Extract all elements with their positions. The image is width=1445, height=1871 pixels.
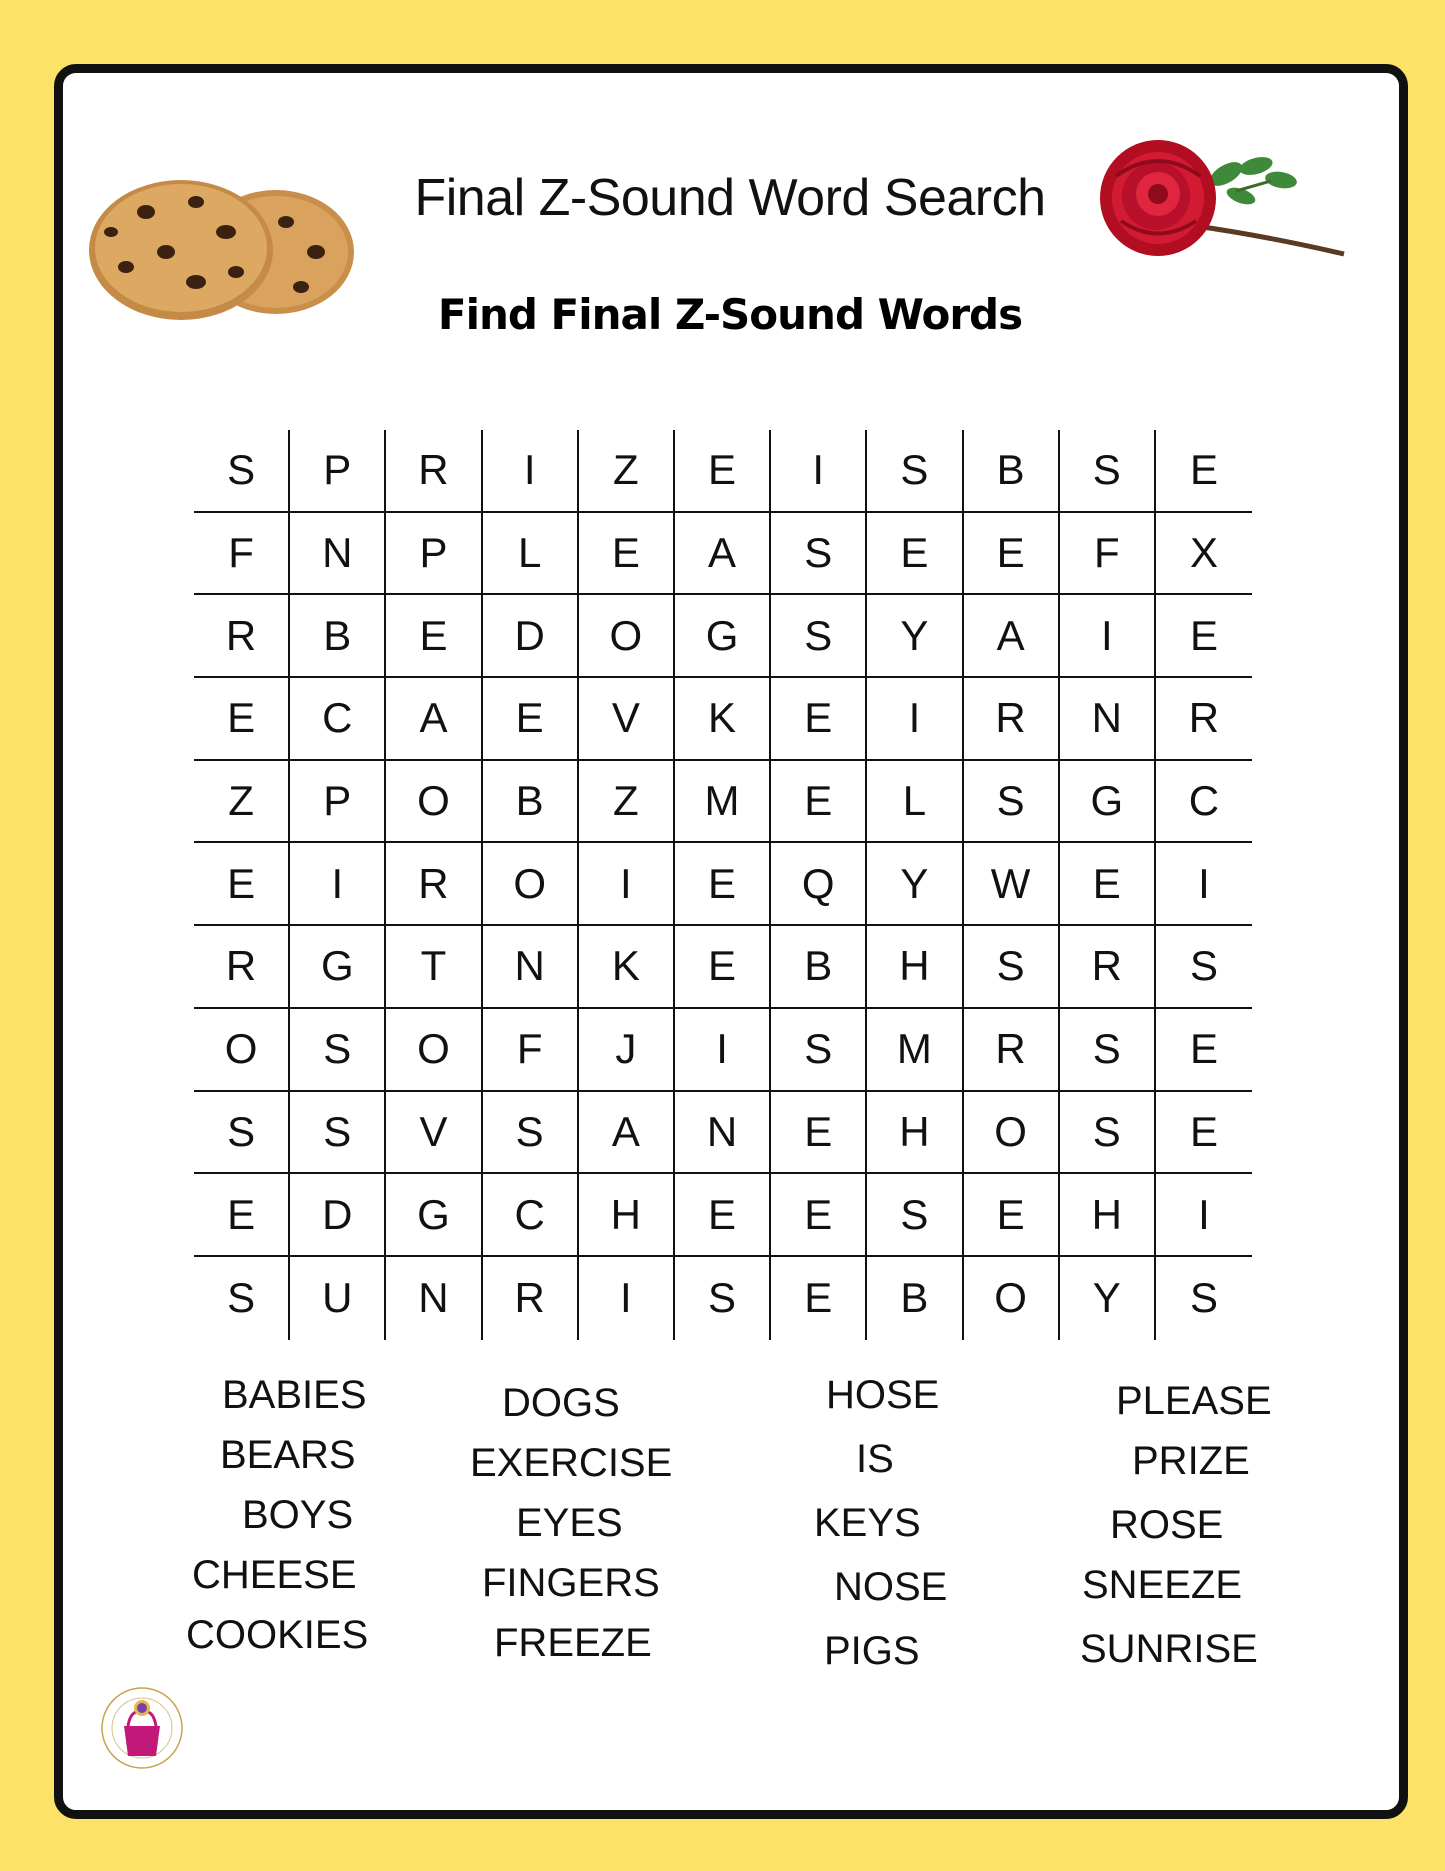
grid-cell[interactable]: I <box>1060 595 1156 676</box>
word-item: DOGS <box>502 1381 620 1425</box>
word-item: PIGS <box>824 1629 920 1673</box>
grid-cell[interactable]: W <box>964 843 1060 924</box>
grid-cell[interactable]: S <box>290 1092 386 1173</box>
grid-cell[interactable]: E <box>1189 1025 1218 1073</box>
grid-cell[interactable]: B <box>964 430 1060 511</box>
grid-cell[interactable]: O <box>964 1092 1060 1173</box>
grid-cell[interactable]: S <box>771 595 867 676</box>
grid-cell[interactable]: Y <box>1060 1257 1156 1340</box>
grid-cell[interactable]: E <box>675 843 771 924</box>
grid-cell[interactable]: N <box>1060 678 1156 759</box>
word-item: BEARS <box>220 1433 356 1477</box>
page-subtitle: Find Final Z-Sound Words <box>437 290 1023 339</box>
grid-cell[interactable]: V <box>579 678 675 759</box>
grid-cell[interactable]: G <box>1060 761 1156 842</box>
grid-row <box>194 1174 1252 1257</box>
word-search-grid <box>194 430 1252 1340</box>
word-column-4 <box>1078 1371 1318 1679</box>
word-item: BABIES <box>222 1373 367 1417</box>
grid-cell[interactable]: S <box>964 926 1060 1007</box>
grid-cell[interactable]: N <box>675 1092 771 1173</box>
grid-cell[interactable]: R <box>386 430 482 511</box>
grid-cell[interactable]: S <box>194 1092 290 1173</box>
grid-cell[interactable]: E <box>675 1174 771 1255</box>
grid-cell[interactable]: I <box>579 1257 675 1340</box>
word-item: NOSE <box>834 1565 948 1609</box>
grid-cell[interactable]: O <box>483 843 579 924</box>
grid-row <box>194 761 1252 844</box>
grid-cell[interactable]: E <box>1189 446 1218 494</box>
grid-cell[interactable]: S <box>1189 1274 1218 1322</box>
grid-cell[interactable]: E <box>867 513 963 594</box>
rose-image <box>1096 136 1346 276</box>
grid-cell[interactable]: Q <box>771 843 867 924</box>
grid-cell[interactable]: B <box>290 595 386 676</box>
grid-cell[interactable]: X <box>1189 529 1218 577</box>
grid-cell[interactable]: S <box>771 1009 867 1090</box>
grid-cell[interactable]: E <box>771 1092 867 1173</box>
word-item: BOYS <box>242 1493 354 1537</box>
grid-cell[interactable]: O <box>579 595 675 676</box>
grid-cell[interactable]: G <box>290 926 386 1007</box>
grid-cell[interactable]: I <box>867 678 963 759</box>
grid-cell[interactable]: V <box>386 1092 482 1173</box>
grid-row <box>194 678 1252 761</box>
grid-cell[interactable]: S <box>1060 1092 1156 1173</box>
grid-cell[interactable]: H <box>579 1174 675 1255</box>
word-list <box>170 1365 1290 1685</box>
grid-cell[interactable]: S <box>1189 942 1218 990</box>
grid-cell[interactable]: S <box>771 513 867 594</box>
grid-cell[interactable]: D <box>483 595 579 676</box>
grid-cell[interactable]: S <box>290 1009 386 1090</box>
grid-cell[interactable]: I <box>290 843 386 924</box>
grid-row <box>194 513 1252 596</box>
grid-cell[interactable]: E <box>386 595 482 676</box>
grid-cell[interactable]: S <box>675 1257 771 1340</box>
word-item: EXERCISE <box>470 1441 673 1485</box>
grid-cell[interactable]: H <box>867 926 963 1007</box>
grid-cell[interactable]: F <box>483 1009 579 1090</box>
grid-cell[interactable]: B <box>483 761 579 842</box>
word-item: EYES <box>516 1501 623 1545</box>
grid-cell[interactable]: L <box>867 761 963 842</box>
grid-cell[interactable]: S <box>194 430 290 511</box>
grid-cell[interactable]: I <box>579 843 675 924</box>
grid-cell[interactable]: R <box>964 678 1060 759</box>
grid-cell[interactable]: S <box>1060 430 1156 511</box>
grid-cell[interactable]: F <box>194 513 290 594</box>
grid-cell[interactable]: N <box>483 926 579 1007</box>
grid-cell[interactable]: Z <box>194 761 290 842</box>
word-item: CHEESE <box>192 1553 357 1597</box>
grid-row <box>194 1009 1252 1092</box>
word-item: PLEASE <box>1116 1379 1272 1423</box>
grid-cell[interactable]: S <box>867 430 963 511</box>
grid-cell[interactable]: R <box>194 595 290 676</box>
grid-cell[interactable]: T <box>386 926 482 1007</box>
grid-cell[interactable]: S <box>194 1257 290 1340</box>
grid-row <box>194 430 1252 513</box>
cookies-image <box>86 172 356 322</box>
grid-cell[interactable]: H <box>867 1092 963 1173</box>
grid-cell[interactable]: I <box>771 430 867 511</box>
word-item: IS <box>856 1437 894 1481</box>
grid-cell[interactable]: G <box>386 1174 482 1255</box>
word-item: FINGERS <box>482 1561 660 1605</box>
page-title: Final Z-Sound Word Search <box>414 169 1046 227</box>
grid-cell[interactable]: U <box>290 1257 386 1340</box>
grid-cell[interactable]: C <box>1188 777 1220 825</box>
grid-cell[interactable]: E <box>579 513 675 594</box>
grid-cell[interactable]: E <box>771 761 867 842</box>
grid-cell[interactable]: Y <box>867 595 963 676</box>
grid-cell[interactable]: Y <box>867 843 963 924</box>
grid-cell[interactable]: S <box>483 1092 579 1173</box>
word-item: KEYS <box>814 1501 921 1545</box>
grid-row <box>194 595 1252 678</box>
grid-cell[interactable]: E <box>964 1174 1060 1255</box>
word-item: ROSE <box>1110 1503 1224 1547</box>
grid-cell[interactable]: P <box>386 513 482 594</box>
grid-cell[interactable]: E <box>483 678 579 759</box>
grid-cell[interactable]: E <box>194 843 290 924</box>
grid-cell[interactable]: E <box>771 1174 867 1255</box>
grid-cell[interactable]: A <box>675 513 771 594</box>
word-item: HOSE <box>826 1373 940 1417</box>
grid-cell[interactable]: E <box>194 1174 290 1255</box>
brand-logo <box>100 1686 184 1770</box>
grid-cell[interactable]: E <box>771 1257 867 1340</box>
grid-cell[interactable]: N <box>290 513 386 594</box>
grid-cell[interactable]: S <box>867 1174 963 1255</box>
grid-cell[interactable]: C <box>290 678 386 759</box>
grid-cell[interactable]: E <box>1189 1107 1218 1155</box>
word-item: FREEZE <box>494 1621 652 1665</box>
grid-cell[interactable]: E <box>675 430 771 511</box>
grid-cell[interactable]: M <box>867 1009 963 1090</box>
grid-row <box>194 843 1252 926</box>
word-column-3 <box>810 1365 1050 1681</box>
grid-cell[interactable]: I <box>483 430 579 511</box>
grid-cell[interactable]: O <box>386 761 482 842</box>
grid-cell[interactable]: O <box>386 1009 482 1090</box>
grid-cell[interactable]: Z <box>579 761 675 842</box>
grid-cell[interactable]: J <box>579 1009 675 1090</box>
grid-cell[interactable]: E <box>1060 843 1156 924</box>
word-column-2 <box>470 1373 710 1673</box>
grid-cell[interactable]: R <box>1060 926 1156 1007</box>
grid-cell[interactable]: R <box>386 843 482 924</box>
grid-cell[interactable]: A <box>964 595 1060 676</box>
grid-cell[interactable]: I <box>1198 1190 1210 1238</box>
grid-cell[interactable]: I <box>675 1009 771 1090</box>
grid-cell[interactable]: P <box>290 761 386 842</box>
grid-cell[interactable]: M <box>675 761 771 842</box>
grid-cell[interactable]: N <box>386 1257 482 1340</box>
grid-cell[interactable]: Z <box>579 430 675 511</box>
grid-cell[interactable]: E <box>1189 611 1218 659</box>
grid-row <box>194 926 1252 1009</box>
grid-cell[interactable]: A <box>579 1092 675 1173</box>
grid-cell[interactable]: B <box>771 926 867 1007</box>
grid-cell[interactable]: E <box>964 513 1060 594</box>
grid-cell[interactable]: R <box>1188 694 1220 742</box>
grid-cell[interactable]: F <box>1060 513 1156 594</box>
word-item: COOKIES <box>186 1613 369 1657</box>
grid-cell[interactable]: G <box>675 595 771 676</box>
grid-cell[interactable]: K <box>675 678 771 759</box>
word-column-1 <box>170 1365 410 1665</box>
grid-cell[interactable]: K <box>579 926 675 1007</box>
grid-cell[interactable]: C <box>483 1174 579 1255</box>
grid-cell[interactable]: S <box>964 761 1060 842</box>
grid-cell[interactable]: D <box>290 1174 386 1255</box>
grid-cell[interactable]: L <box>483 513 579 594</box>
grid-cell[interactable]: R <box>964 1009 1060 1090</box>
grid-cell[interactable]: R <box>483 1257 579 1340</box>
grid-cell[interactable]: E <box>194 678 290 759</box>
grid-cell[interactable]: P <box>290 430 386 511</box>
word-item: SNEEZE <box>1082 1563 1243 1607</box>
grid-cell[interactable]: A <box>386 678 482 759</box>
grid-cell[interactable]: B <box>867 1257 963 1340</box>
grid-cell[interactable]: E <box>675 926 771 1007</box>
grid-cell[interactable]: O <box>194 1009 290 1090</box>
grid-cell[interactable]: H <box>1060 1174 1156 1255</box>
word-item: SUNRISE <box>1080 1627 1258 1671</box>
grid-row <box>194 1092 1252 1175</box>
grid-row <box>194 1257 1252 1340</box>
grid-cell[interactable]: O <box>964 1257 1060 1340</box>
grid-cell[interactable]: E <box>771 678 867 759</box>
grid-cell[interactable]: I <box>1198 859 1210 907</box>
grid-cell[interactable]: R <box>194 926 290 1007</box>
grid-cell[interactable]: S <box>1060 1009 1156 1090</box>
word-item: PRIZE <box>1132 1439 1250 1483</box>
